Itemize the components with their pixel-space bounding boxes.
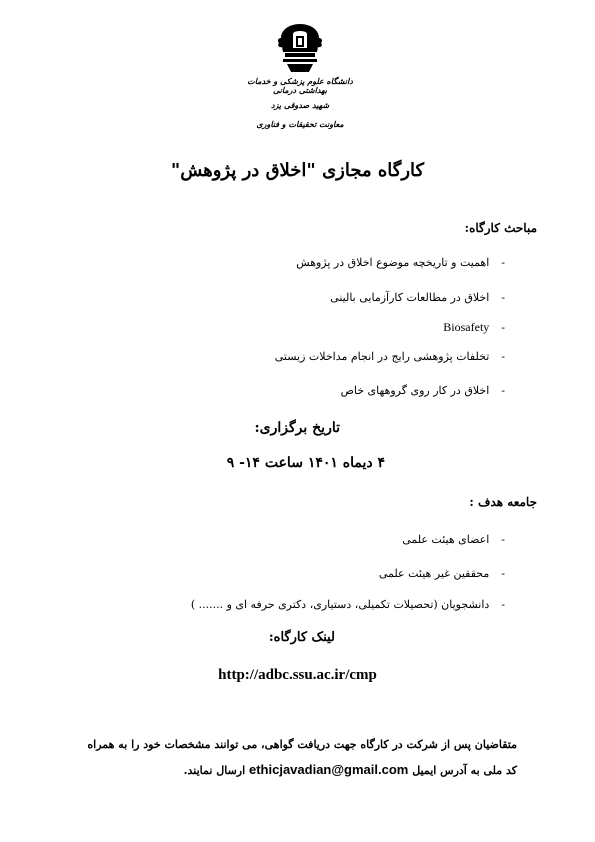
topic-item-text: اخلاق در کار روی گروههای خاص (340, 384, 490, 397)
audience-item-text: اعضای هیئت علمی (402, 533, 490, 546)
workshop-link[interactable]: http://adbc.ssu.ac.ir/cmp (218, 667, 377, 683)
audience-item (379, 567, 505, 580)
topic-item (296, 256, 505, 269)
date-heading: تاریخ برگزاری: (254, 420, 340, 436)
note-line-1: متقاضیان پس از شرکت در کارگاه جهت دریافت گواهی، می توانند مشخصات خود را به همراه (87, 738, 517, 751)
page-title: کارگاه مجازی "اخلاق در پژوهش" (170, 160, 425, 181)
topic-item (341, 384, 505, 397)
bullet-dash: - (501, 567, 505, 580)
topic-item (330, 291, 505, 304)
topic-item-text: اهمیت و تاریخچه موضوع اخلاق در پژوهش (296, 256, 490, 269)
topic-item-text: اخلاق در مطالعات کارآزمایی بالینی (330, 291, 490, 304)
topic-item-text: تخلفات پژوهشی رایج در انجام مداخلات زیستی (274, 350, 490, 363)
logo-department: معاونت تحقیقات و فناوری (256, 119, 344, 129)
link-heading: لینک کارگاه: (268, 630, 335, 645)
topic-item (443, 320, 505, 335)
bullet-dash: - (501, 350, 505, 363)
note-line-2-prefix: کد ملی به آدرس ایمیل (412, 764, 517, 777)
university-emblem-icon (275, 22, 325, 74)
topic-item-text: Biosafety (443, 320, 490, 334)
logo-university-name: دانشگاه علوم پزشکی و خدمات بهداشتی درمانی (247, 76, 353, 95)
bullet-dash: - (501, 533, 505, 546)
note-line-2 (184, 762, 517, 777)
topics-heading: مباحث کارگاه: (464, 221, 537, 235)
audience-item (191, 598, 505, 611)
audience-item-text: دانشجویان (تحصیلات تکمیلی، دستیاری، دکتری حرفه ای و ....... ) (190, 598, 490, 611)
bullet-dash: - (501, 598, 505, 611)
note-line-2-suffix: ارسال نمایند. (183, 764, 246, 777)
bullet-dash: - (501, 291, 505, 304)
university-logo (245, 22, 355, 137)
audience-item (402, 533, 505, 546)
topic-item (275, 350, 505, 363)
audience-heading: جامعه هدف : (469, 495, 537, 509)
audience-item-text: محققین غیر هیئت علمی (378, 567, 490, 580)
bullet-dash: - (501, 321, 505, 334)
date-value: ۴ دیماه ۱۴۰۱ ساعت ۱۴- ۹ (226, 455, 385, 471)
logo-university-city: شهید صدوقی یزد (270, 100, 330, 110)
bullet-dash: - (501, 256, 505, 269)
bullet-dash: - (501, 384, 505, 397)
contact-email[interactable]: ethicjavadian@gmail.com (249, 762, 409, 777)
